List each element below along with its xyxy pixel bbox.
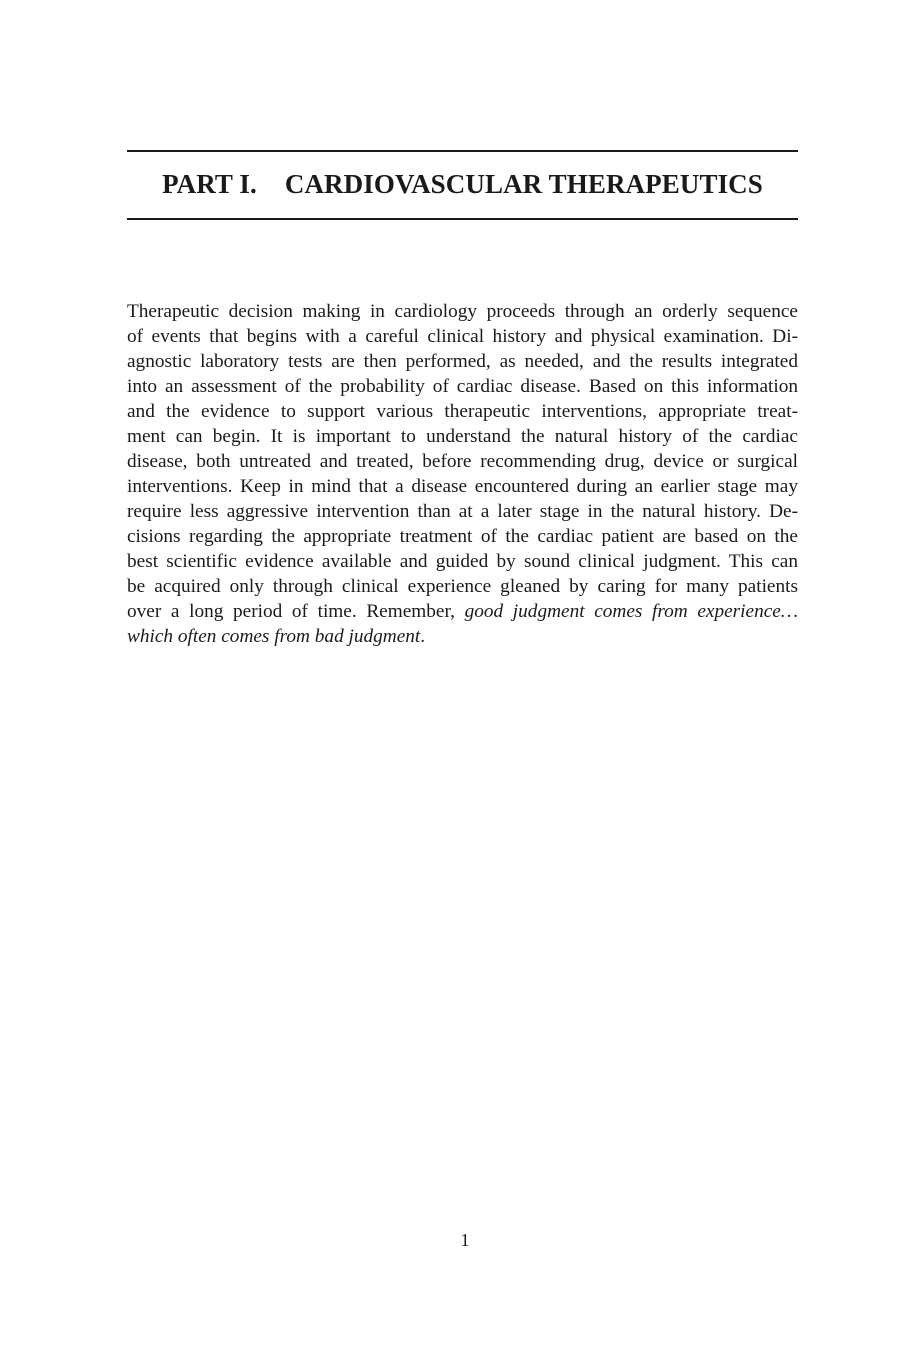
part-label: PART I. xyxy=(162,169,257,199)
paragraph-line: disease, both untreated and treated, before recommending drug, device or surgical xyxy=(127,451,798,472)
paragraph-line-quote-end xyxy=(127,624,798,649)
intro-paragraph xyxy=(127,299,798,649)
paragraph-line: of events that begins with a careful clinical history and physical examination. Di- xyxy=(127,326,798,347)
heading-top-rule xyxy=(127,150,798,152)
part-title: CARDIOVASCULAR THERAPEUTICS xyxy=(284,169,763,199)
paragraph-line: be acquired only through clinical experience gleaned by caring for many patients xyxy=(127,576,798,597)
quote-part-two: which often comes from bad judgment xyxy=(127,626,421,647)
paragraph-line: require less aggressive intervention than at a later stage in the natural history. De- xyxy=(127,501,798,522)
closing-period: . xyxy=(420,626,426,647)
line-13-plain: over a long period of time. Remember, xyxy=(127,601,465,622)
paragraph-line: interventions. Keep in mind that a disease encountered during an earlier stage may xyxy=(127,476,798,497)
page-number: 1 xyxy=(460,1230,470,1250)
paragraph-line: best scientific evidence available and guided by sound clinical judgment. This can xyxy=(127,551,798,572)
paragraph-line: cisions regarding the appropriate treatment of the cardiac patient are based on the xyxy=(127,526,798,547)
paragraph-line: and the evidence to support various therapeutic interventions, appropriate treat- xyxy=(127,401,798,422)
paragraph-line: into an assessment of the probability of cardiac disease. Based on this information xyxy=(127,376,798,397)
heading-bottom-rule xyxy=(127,218,798,220)
paragraph-line: ment can begin. It is important to understand the natural history of the cardiac xyxy=(127,426,798,447)
quote-part-one: good judgment comes from experience… xyxy=(464,601,799,622)
part-heading xyxy=(127,167,798,201)
paragraph-line-quote-start xyxy=(127,599,798,624)
paragraph-line: agnostic laboratory tests are then performed, as needed, and the results integrated xyxy=(127,351,798,372)
paragraph-line: Therapeutic decision making in cardiology proceeds through an orderly sequence xyxy=(127,301,798,322)
